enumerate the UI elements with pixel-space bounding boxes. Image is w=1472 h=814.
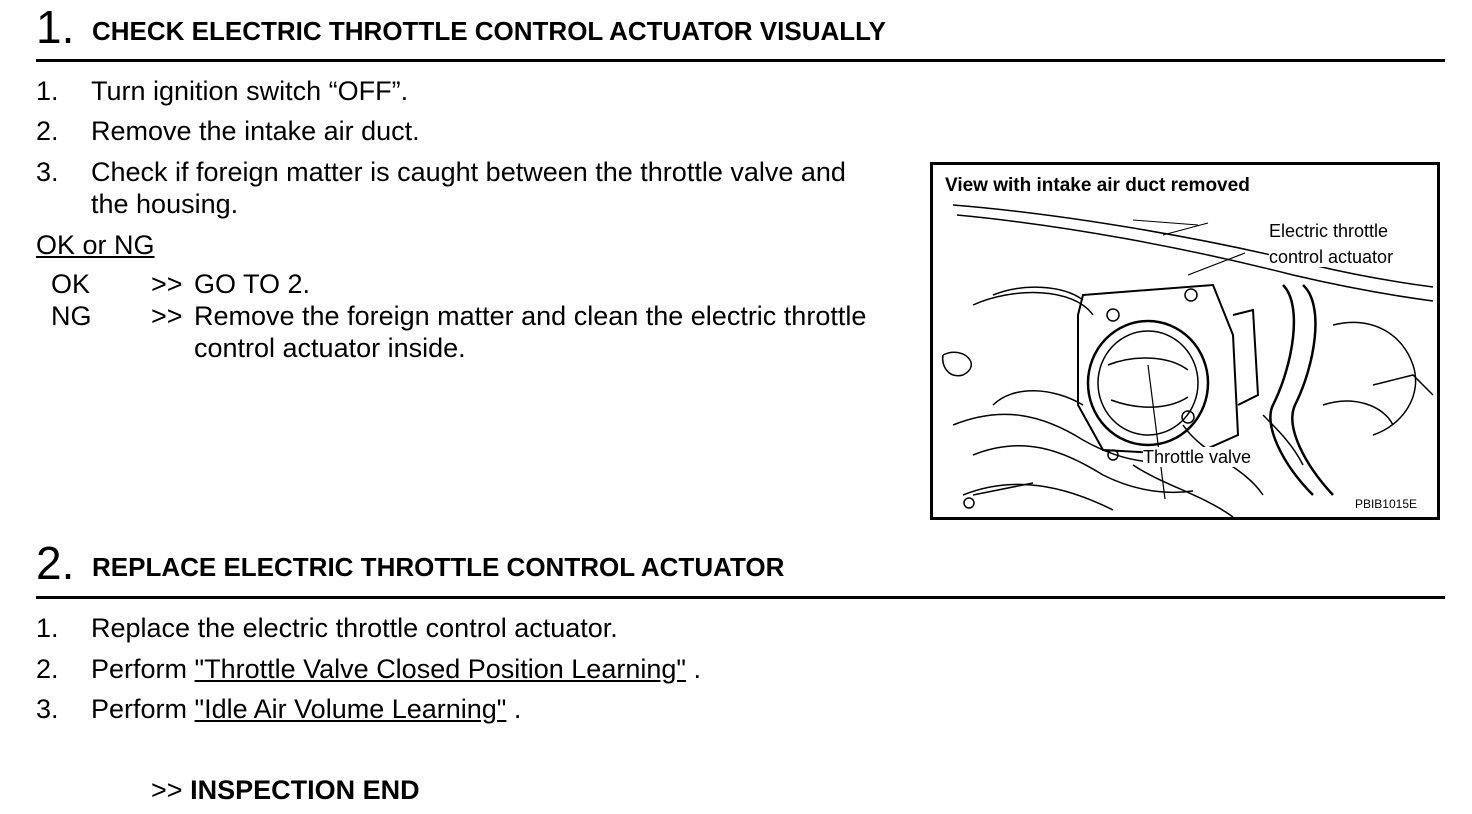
step-1-number: 1. — [36, 1, 75, 53]
step-1-item-1-number: 1. — [36, 76, 59, 106]
step-2-title: REPLACE ELECTRIC THROTTLE CONTROL ACTUATOR — [92, 552, 785, 582]
label-electric-throttle-control-actuator-line-1: Electric throttle — [1269, 221, 1389, 241]
step-1-divider — [36, 59, 1445, 62]
step-2-item-3-number: 3. — [36, 694, 59, 724]
label-electric-throttle-control-actuator-line-2: control actuator — [1269, 247, 1394, 267]
result-ok-arrow: >> — [151, 269, 183, 299]
step-1-item-3-text-line-1: Check if foreign matter is caught between the throttle valve and — [91, 157, 846, 187]
result-ok-code: OK — [51, 269, 91, 299]
inspection-end-arrow: >> — [151, 775, 183, 805]
step-2-item-2-text — [91, 653, 701, 685]
step-1-item-2-number: 2. — [36, 116, 59, 146]
result-ng-code: NG — [51, 301, 92, 331]
label-throttle-valve: Throttle valve — [1143, 447, 1252, 467]
step-2-divider — [36, 596, 1445, 599]
result-ng-action-line-2: control actuator inside. — [194, 333, 466, 363]
step-2-item-1-number: 1. — [36, 613, 59, 643]
figure-code: PBIB1015E — [1354, 497, 1417, 511]
step-2-item-1-text: Replace the electric throttle control actuator. — [91, 613, 618, 643]
idle-air-volume-learning-link[interactable]: "Idle Air Volume Learning" — [194, 694, 507, 724]
figure-title: View with intake air duct removed — [945, 175, 1250, 196]
step-1-item-2-text: Remove the intake air duct. — [91, 116, 420, 146]
step-1-item-1-text: Turn ignition switch “OFF”. — [91, 76, 409, 106]
result-ng-arrow: >> — [151, 301, 183, 331]
step-2-item-2-prefix: Perform — [91, 654, 195, 684]
ok-or-ng-label: OK or NG — [36, 230, 155, 260]
step-2-item-3-text — [91, 693, 521, 725]
inspection-end — [151, 774, 420, 806]
step-1-title: CHECK ELECTRIC THROTTLE CONTROL ACTUATOR VISUALLY — [92, 16, 886, 46]
result-ng-action-line-1: Remove the foreign matter and clean the electric throttle — [194, 301, 867, 331]
result-ok-action: GO TO 2. — [194, 269, 311, 299]
step-2-number: 2. — [36, 537, 75, 589]
throttle-valve-closed-position-learning-link[interactable]: "Throttle Valve Closed Position Learning" — [194, 654, 686, 684]
inspection-end-text: INSPECTION END — [190, 775, 420, 805]
step-2-item-3-suffix: . — [506, 694, 522, 724]
step-2-item-2-number: 2. — [36, 654, 59, 684]
step-2-item-3-prefix: Perform — [91, 694, 195, 724]
throttle-actuator-figure — [930, 162, 1440, 520]
step-1-item-3-text-line-2: the housing. — [91, 189, 239, 219]
step-1-item-3-number: 3. — [36, 157, 59, 187]
step-2-item-2-suffix: . — [685, 654, 701, 684]
